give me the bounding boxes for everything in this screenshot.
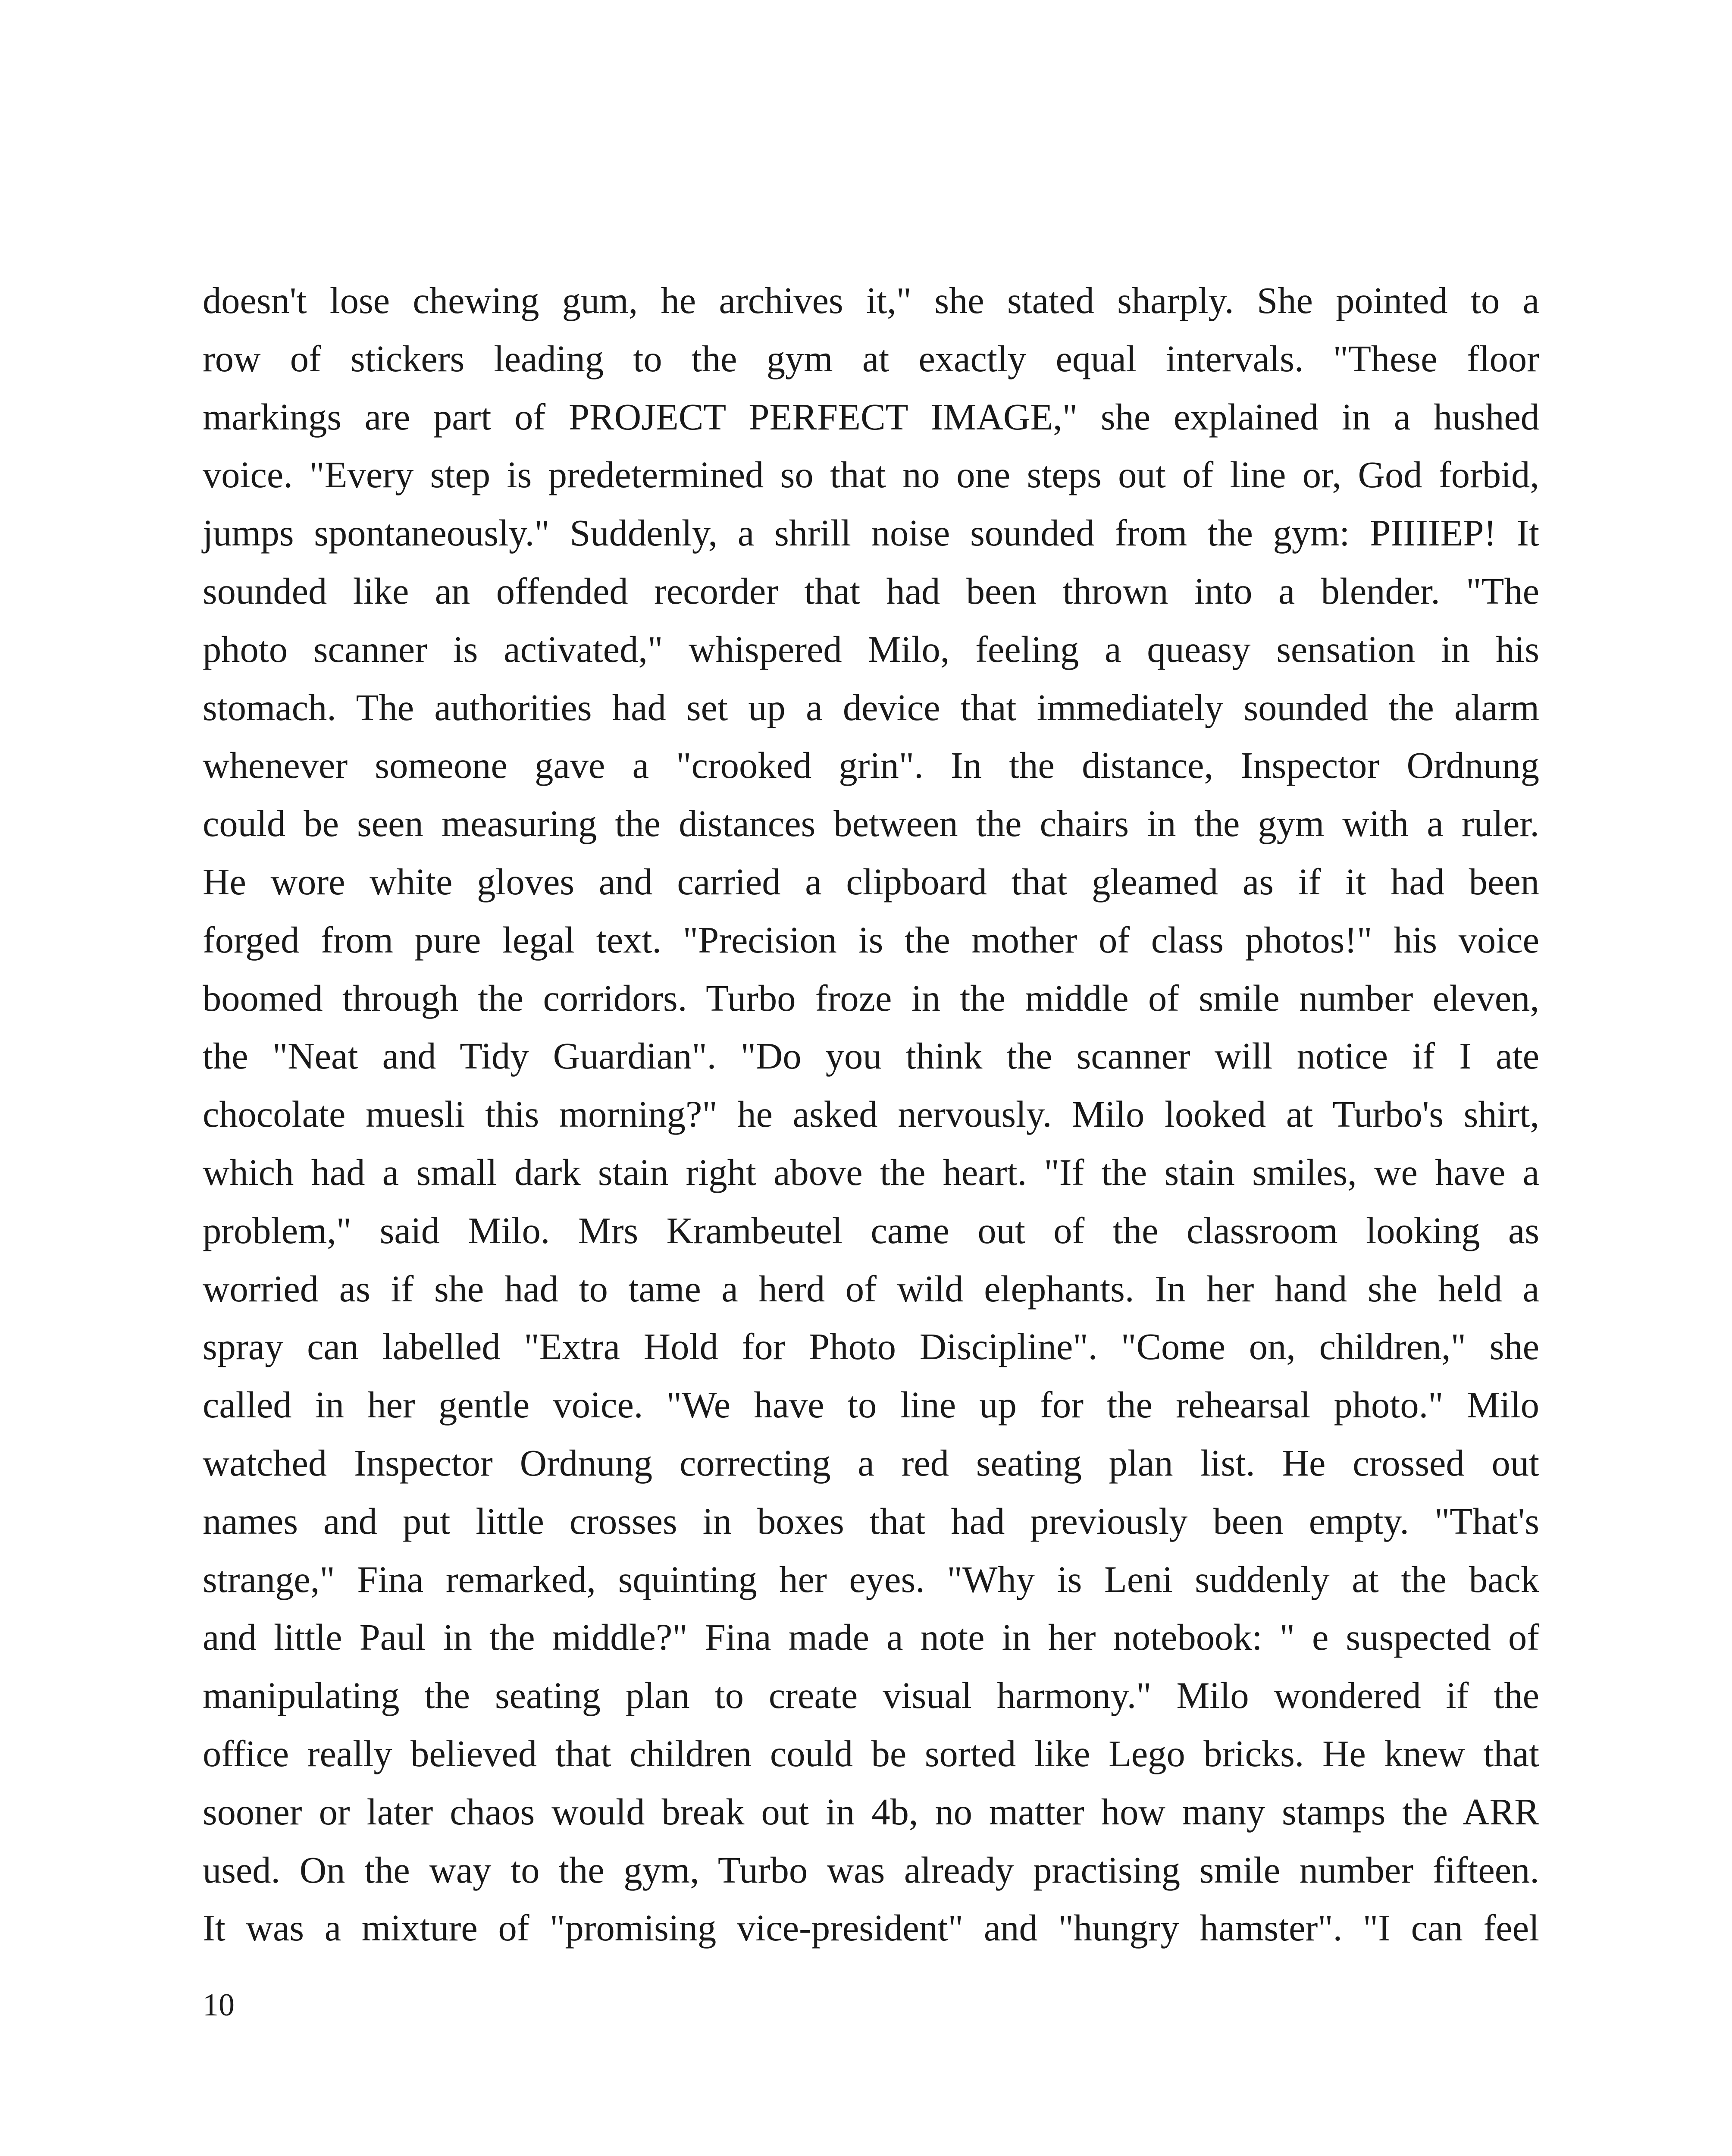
text-line: chocolate muesli this morning?" he asked nervously. Milo looked at Turbo's shirt, xyxy=(203,1094,1539,1135)
text-line: photo scanner is activated," whispered Milo, feeling a queasy sensation in his xyxy=(203,628,1539,670)
text-line: office really believed that children could be sorted like Lego bricks. He knew that xyxy=(203,1733,1539,1774)
page-number: 10 xyxy=(203,1987,235,2023)
text-line: problem," said Milo. Mrs Krambeutel came out of the classroom looking as xyxy=(203,1210,1539,1251)
text-line: worried as if she had to tame a herd of wild elephants. In her hand she held a xyxy=(203,1268,1539,1310)
text-line: sounded like an offended recorder that had been thrown into a blender. "The xyxy=(203,570,1539,612)
text-line: names and put little crosses in boxes that had previously been empty. "That's xyxy=(203,1500,1539,1542)
text-line: the "Neat and Tidy Guardian". "Do you think the scanner will notice if I ate xyxy=(203,1035,1539,1077)
text-line: called in her gentle voice. "We have to line up for the rehearsal photo." Milo xyxy=(203,1384,1539,1426)
text-line: markings are part of PROJECT PERFECT IMAGE," she explained in a hushed xyxy=(203,396,1539,438)
text-line: and little Paul in the middle?" Fina made a note in her notebook: " e suspected of xyxy=(203,1617,1539,1658)
body-text xyxy=(203,272,1539,1957)
text-line: manipulating the seating plan to create visual harmony." Milo wondered if the xyxy=(203,1675,1539,1717)
text-line: It was a mixture of "promising vice-president" and "hungry hamster". "I can feel xyxy=(203,1907,1539,1949)
text-line: watched Inspector Ordnung correcting a red seating plan list. He crossed out xyxy=(203,1442,1539,1484)
text-line: boomed through the corridors. Turbo froze in the middle of smile number eleven, xyxy=(203,977,1539,1019)
text-line: doesn't lose chewing gum, he archives it," she stated sharply. She pointed to a xyxy=(203,280,1539,321)
text-line: spray can labelled "Extra Hold for Photo Discipline". "Come on, children," she xyxy=(203,1326,1539,1368)
text-line: forged from pure legal text. "Precision is the mother of class photos!" his voice xyxy=(203,919,1539,961)
text-line: could be seen measuring the distances between the chairs in the gym with a ruler. xyxy=(203,803,1539,845)
text-line: strange," Fina remarked, squinting her eyes. "Why is Leni suddenly at the back xyxy=(203,1558,1539,1600)
text-line: which had a small dark stain right above the heart. "If the stain smiles, we have a xyxy=(203,1151,1539,1193)
text-line: used. On the way to the gym, Turbo was already practising smile number fifteen. xyxy=(203,1849,1539,1891)
text-line: jumps spontaneously." Suddenly, a shrill noise sounded from the gym: PIIIIEP! It xyxy=(203,512,1539,554)
text-line: row of stickers leading to the gym at exactly equal intervals. "These floor xyxy=(203,338,1539,379)
text-line: whenever someone gave a "crooked grin". In the distance, Inspector Ordnung xyxy=(203,745,1539,787)
text-line: stomach. The authorities had set up a device that immediately sounded the alarm xyxy=(203,686,1539,728)
text-line: voice. "Every step is predetermined so that no one steps out of line or, God forbid, xyxy=(203,454,1539,496)
text-line: He wore white gloves and carried a clipboard that gleamed as if it had been xyxy=(203,861,1539,903)
text-line: sooner or later chaos would break out in 4b, no matter how many stamps the ARR xyxy=(203,1791,1539,1833)
